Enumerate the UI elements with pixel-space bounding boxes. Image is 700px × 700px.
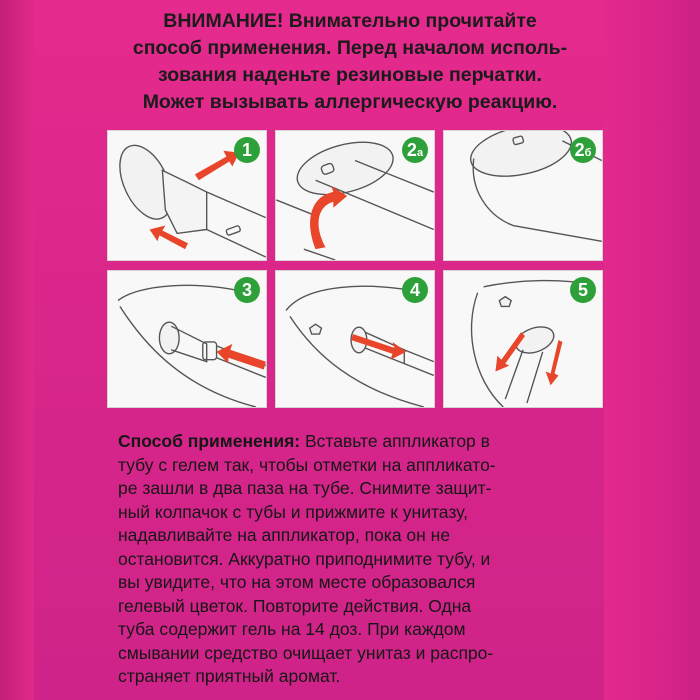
step-number: 2 (574, 140, 585, 160)
step-2b-panel (443, 130, 603, 261)
step-2a-badge (402, 137, 428, 163)
instruction-steps-grid (107, 130, 603, 408)
warning-line: Может вызывать аллергическую реакцию. (142, 91, 558, 113)
step-number: 3 (241, 280, 252, 300)
step-suffix: а (416, 147, 424, 159)
step-suffix: б (584, 147, 592, 159)
step-4-badge (402, 277, 428, 303)
step-5-panel (443, 270, 603, 408)
step-5-badge (570, 277, 596, 303)
warning-text (100, 8, 600, 116)
usage-line: надавливайте на аппликатор, пока он не (118, 525, 451, 545)
usage-first-line (118, 430, 588, 454)
warning-line: способ применения. Перед началом исполь- (132, 37, 568, 59)
usage-heading: Способ применения: (118, 431, 301, 451)
box-right-edge (604, 0, 700, 700)
step-2b-badge (570, 137, 596, 163)
usage-instructions (118, 430, 588, 689)
warning-line: зования наденьте резиновые перчатки. (158, 64, 542, 86)
usage-line: ный колпачок с тубы и прижмите к унитазу, (118, 501, 469, 522)
step-4-panel (275, 270, 435, 408)
usage-line: вы увидите, что на этом месте образовался (118, 572, 476, 592)
step-3-panel (107, 270, 267, 408)
usage-line: гелевый цветок. Повторите действия. Одна (118, 595, 472, 616)
usage-line: ре зашли в два паза на тубе. Снимите защит- (118, 478, 492, 498)
step-number: 4 (409, 280, 420, 300)
step-number: 1 (241, 140, 252, 160)
step-3-badge (234, 277, 260, 303)
warning-line: ВНИМАНИЕ! Внимательно прочитайте (163, 10, 537, 32)
step-1-panel (107, 130, 267, 261)
box-left-edge (0, 0, 34, 700)
usage-first-line-text: Вставьте аппликатор в (300, 431, 490, 451)
usage-line: остановится. Аккуратно приподнимите тубу, и (118, 548, 491, 569)
step-number: 5 (577, 280, 588, 300)
usage-line: тубу с гелем так, чтобы отметки на аппликато- (118, 454, 496, 475)
step-number: 2 (406, 140, 417, 160)
usage-line: туба содержит гель на 14 доз. При каждом (118, 619, 466, 639)
usage-line: смывании средство очищает унитаз и распро- (118, 642, 494, 663)
step-2a-panel (275, 130, 435, 261)
step-1-badge (234, 137, 260, 163)
usage-line: страняет приятный аромат. (118, 666, 341, 686)
